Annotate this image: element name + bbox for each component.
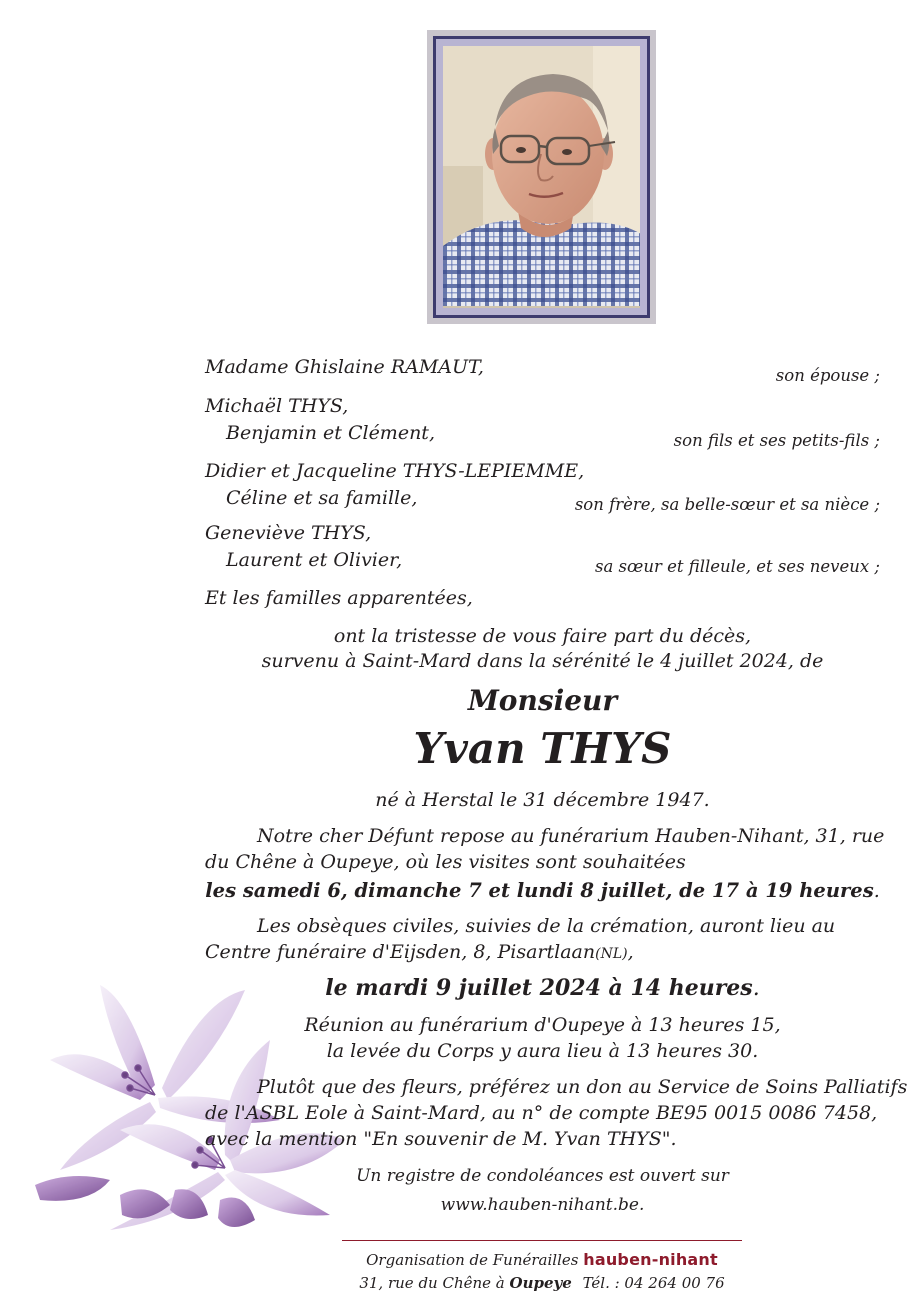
family-name-2b: Benjamin et Clément, (226, 422, 435, 444)
footer-brand-logo: hauben-nihant (583, 1250, 718, 1269)
announcement-line-1: ont la tristesse de vous faire part du décès, (333, 625, 752, 647)
ceremony-date-end: . (752, 976, 760, 1001)
family-name-2: Michaël THYS, (205, 395, 349, 417)
footer-org-label: Organisation de Funérailles (366, 1251, 579, 1269)
portrait-frame (427, 30, 656, 324)
deceased-title: Monsieur (467, 684, 618, 717)
ceremony-date (205, 975, 880, 1001)
visitation-dates (205, 879, 880, 902)
donation-line-2: de l'ASBL Eole à Saint-Mard, au n° de compte BE95 0015 0086 7458, (205, 1102, 878, 1124)
footer-address-street: 31, rue du Chêne à (359, 1274, 510, 1292)
family-relation-4: sa sœur et filleule, et ses neveux ; (594, 557, 880, 576)
family-name-5: Et les familles apparentées, (205, 587, 473, 609)
ceremony-line-2-end: , (627, 941, 634, 963)
footer-divider (342, 1240, 742, 1241)
footer-phone: Tél. : 04 264 00 76 (582, 1274, 725, 1292)
footer-organisation (342, 1250, 742, 1269)
announcement-line-2: survenu à Saint-Mard dans la sérénité le 4 juillet 2024, de (261, 650, 824, 672)
visitation-line-2: du Chêne à Oupeye, où les visites sont souhaitées (205, 851, 686, 873)
portrait-photo (443, 46, 640, 308)
donation-line-1: Plutôt que des fleurs, préférez un don au Service de Soins Palliatifs (257, 1076, 908, 1098)
family-name-3: Didier et Jacqueline THYS-LEPIEMME, (205, 460, 585, 482)
family-name-4: Geneviève THYS, (205, 522, 372, 544)
family-relation-2: son fils et ses petits-fils ; (673, 431, 880, 450)
family-name-4b: Laurent et Olivier, (226, 549, 403, 571)
family-name-1: Madame Ghislaine RAMAUT, (205, 356, 484, 378)
ceremony-line-1: Les obsèques civiles, suivies de la crémation, auront lieu au (257, 915, 836, 937)
registry-line: Un registre de condoléances est ouvert sur (356, 1166, 729, 1186)
visitation-dates-end: . (873, 880, 880, 902)
ceremony-date-text: le mardi 9 juillet 2024 à 14 heures (325, 975, 753, 1001)
birth-info: né à Herstal le 31 décembre 1947. (375, 789, 710, 811)
visitation-line-1: Notre cher Défunt repose au funérarium Hauben-Nihant, 31, rue (257, 825, 885, 847)
meeting-line-1: Réunion au funérarium d'Oupeye à 13 heures 15, (304, 1014, 781, 1036)
meeting-line-2: la levée du Corps y aura lieu à 13 heures 30. (326, 1040, 759, 1062)
footer-address (342, 1274, 742, 1292)
registry-url-link[interactable]: www.hauben-nihant.be. (440, 1195, 645, 1215)
family-relation-3: son frère, sa belle-sœur et sa nièce ; (574, 495, 880, 514)
portrait-border (433, 36, 650, 318)
ceremony-country: (NL) (595, 946, 628, 962)
ceremony-line-2 (205, 941, 634, 963)
family-name-3b: Céline et sa famille, (226, 487, 418, 509)
deceased-name: Yvan THYS (413, 724, 672, 773)
portrait-illustration (443, 46, 640, 306)
visitation-dates-text: les samedi 6, dimanche 7 et lundi 8 juillet, de 17 à 19 heures (205, 879, 874, 902)
ceremony-location: Centre funéraire d'Eijsden, 8, Pisartlaan (205, 941, 596, 963)
family-relation-1: son épouse ; (775, 366, 880, 385)
donation-line-3: avec la mention "En souvenir de M. Yvan THYS". (205, 1128, 677, 1150)
footer-address-city: Oupeye (509, 1274, 572, 1292)
